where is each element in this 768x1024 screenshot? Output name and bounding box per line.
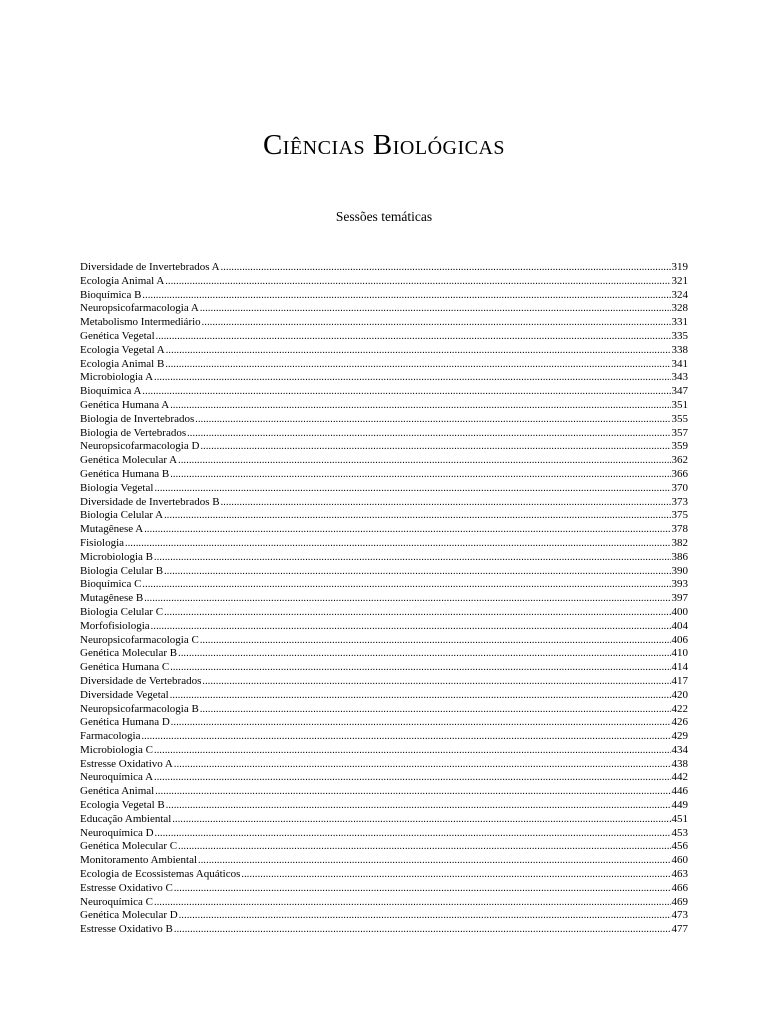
toc-entry-label: Fisiologia: [80, 536, 125, 549]
toc-dot-leader: [195, 413, 670, 427]
toc-entry: [80, 551, 688, 565]
toc-dot-leader: [155, 785, 670, 799]
toc-dot-leader: [166, 344, 671, 358]
toc-entry: [80, 716, 688, 730]
toc-entry: [80, 413, 688, 427]
toc-entry: [80, 730, 688, 744]
toc-entry: [80, 537, 688, 551]
toc-entry-label: Diversidade de Invertebrados A: [80, 261, 220, 273]
toc-entry-page-number: 331: [671, 316, 688, 329]
toc-entry-page-number: 414: [671, 661, 688, 674]
toc-dot-leader: [154, 551, 670, 565]
toc-dot-leader: [154, 744, 670, 758]
toc-entry-page-number: 426: [671, 716, 688, 729]
toc-entry: [80, 330, 688, 344]
toc-dot-leader: [221, 261, 671, 275]
toc-entry-label: Educação Ambiental: [80, 812, 172, 825]
toc-dot-leader: [142, 289, 670, 303]
toc-dot-leader: [200, 440, 670, 454]
toc-dot-leader: [178, 454, 670, 468]
toc-entry-label: Microbiologia A: [80, 371, 154, 384]
toc-entry-label: Genética Molecular D: [80, 909, 178, 922]
toc-entry: [80, 620, 688, 634]
toc-entry: [80, 744, 688, 758]
toc-entry: [80, 909, 688, 923]
toc-entry-label: Ecologia Vegetal A: [80, 343, 165, 356]
toc-entry-page-number: 357: [671, 426, 688, 439]
toc-entry-page-number: 386: [671, 550, 688, 563]
toc-dot-leader: [154, 896, 670, 910]
toc-entry-page-number: 343: [671, 371, 688, 384]
toc-entry: [80, 840, 688, 854]
toc-dot-leader: [170, 399, 670, 413]
toc-entry-label: Morfofisiologia: [80, 619, 150, 632]
toc-dot-leader: [179, 909, 671, 923]
toc-entry-page-number: 420: [671, 688, 688, 701]
toc-dot-leader: [125, 537, 670, 551]
toc-entry-label: Genética Molecular B: [80, 647, 178, 660]
toc-entry: [80, 482, 688, 496]
toc-entry-label: Ecologia de Ecossistemas Aquáticos: [80, 868, 241, 881]
toc-entry-page-number: 442: [671, 771, 688, 784]
toc-entry-page-number: 366: [671, 467, 688, 480]
toc-entry: [80, 896, 688, 910]
toc-dot-leader: [164, 565, 670, 579]
toc-entry: [80, 509, 688, 523]
toc-dot-leader: [178, 647, 670, 661]
toc-entry: [80, 523, 688, 537]
toc-entry-label: Genética Humana A: [80, 398, 170, 411]
toc-entry-label: Genética Molecular C: [80, 840, 178, 853]
toc-dot-leader: [155, 827, 671, 841]
toc-dot-leader: [200, 703, 671, 717]
toc-dot-leader: [241, 868, 670, 882]
toc-entry: [80, 427, 688, 441]
table-of-contents: [80, 261, 688, 937]
toc-entry-label: Genética Humana C: [80, 661, 170, 674]
toc-entry-page-number: 463: [671, 868, 688, 881]
toc-entry-page-number: 410: [671, 647, 688, 660]
toc-dot-leader: [170, 661, 670, 675]
toc-entry: [80, 440, 688, 454]
toc-dot-leader: [200, 302, 671, 316]
toc-entry: [80, 385, 688, 399]
toc-entry-page-number: 417: [671, 674, 688, 687]
toc-entry-label: Biologia Celular C: [80, 605, 164, 618]
toc-entry-page-number: 390: [671, 564, 688, 577]
toc-entry-label: Genética Animal: [80, 785, 155, 798]
toc-entry-page-number: 370: [671, 481, 688, 494]
toc-entry-label: Bioquímica A: [80, 385, 142, 398]
page-title: Ciências Biológicas: [262, 129, 506, 161]
toc-entry-label: Mutagênese B: [80, 592, 144, 605]
toc-dot-leader: [144, 523, 670, 537]
toc-entry-label: Metabolismo Intermediário: [80, 316, 201, 329]
toc-entry: [80, 496, 688, 510]
toc-entry-label: Neuropsicofarmacologia A: [80, 302, 199, 315]
toc-dot-leader: [174, 758, 671, 772]
toc-entry: [80, 661, 688, 675]
toc-entry-page-number: 373: [671, 495, 688, 508]
toc-dot-leader: [200, 634, 671, 648]
toc-entry-label: Biologia Vegetal: [80, 481, 154, 494]
toc-entry-label: Mutagênese A: [80, 523, 144, 536]
toc-dot-leader: [202, 316, 671, 330]
toc-entry: [80, 399, 688, 413]
toc-entry-label: Biologia de Vertebrados: [80, 426, 187, 439]
toc-entry: [80, 468, 688, 482]
toc-entry-page-number: 355: [671, 412, 688, 425]
toc-entry: [80, 358, 688, 372]
toc-entry-page-number: 397: [671, 592, 688, 605]
toc-entry: [80, 371, 688, 385]
toc-entry-page-number: 382: [671, 536, 688, 549]
toc-entry-label: Genética Vegetal: [80, 329, 155, 342]
toc-entry-label: Neuropsicofarmacologia C: [80, 633, 199, 646]
toc-entry-page-number: 321: [671, 274, 688, 287]
toc-entry: [80, 675, 688, 689]
toc-entry: [80, 261, 688, 275]
toc-entry-page-number: 446: [671, 785, 688, 798]
toc-entry-label: Estresse Oxidativo B: [80, 923, 173, 936]
toc-entry-page-number: 438: [671, 757, 688, 770]
toc-entry-label: Estresse Oxidativo C: [80, 881, 173, 894]
toc-entry-label: Microbiologia C: [80, 743, 154, 756]
toc-entry: [80, 592, 688, 606]
toc-entry-page-number: 378: [671, 523, 688, 536]
toc-entry-page-number: 359: [671, 440, 688, 453]
toc-entry: [80, 689, 688, 703]
toc-entry-page-number: 351: [671, 398, 688, 411]
toc-entry-page-number: 362: [671, 454, 688, 467]
toc-entry: [80, 647, 688, 661]
toc-dot-leader: [221, 496, 671, 510]
toc-entry: [80, 606, 688, 620]
toc-entry-page-number: 453: [671, 826, 688, 839]
toc-dot-leader: [166, 799, 671, 813]
toc-dot-leader: [174, 923, 671, 937]
toc-dot-leader: [202, 675, 670, 689]
toc-entry: [80, 454, 688, 468]
toc-entry: [80, 316, 688, 330]
toc-dot-leader: [142, 578, 670, 592]
toc-entry-label: Bioquímica C: [80, 578, 142, 591]
toc-dot-leader: [164, 509, 670, 523]
toc-entry-page-number: 400: [671, 605, 688, 618]
toc-entry: [80, 785, 688, 799]
toc-entry-page-number: 466: [671, 881, 688, 894]
toc-entry-label: Bioquímica B: [80, 288, 142, 301]
toc-entry: [80, 827, 688, 841]
toc-entry-label: Farmacologia: [80, 730, 141, 743]
toc-entry-page-number: 324: [671, 288, 688, 301]
toc-dot-leader: [154, 482, 670, 496]
toc-dot-leader: [178, 840, 670, 854]
toc-entry-label: Monitoramento Ambiental: [80, 854, 198, 867]
toc-entry-page-number: 319: [671, 261, 688, 273]
toc-entry: [80, 758, 688, 772]
toc-dot-leader: [154, 371, 670, 385]
toc-entry: [80, 882, 688, 896]
toc-dot-leader: [164, 606, 670, 620]
toc-entry-label: Neuropsicofarmacologia D: [80, 440, 200, 453]
toc-entry-label: Estresse Oxidativo A: [80, 757, 173, 770]
toc-entry-page-number: 338: [671, 343, 688, 356]
toc-dot-leader: [198, 854, 670, 868]
toc-entry: [80, 799, 688, 813]
toc-entry-page-number: 456: [671, 840, 688, 853]
toc-entry: [80, 868, 688, 882]
toc-entry-page-number: 341: [671, 357, 688, 370]
toc-entry: [80, 565, 688, 579]
toc-entry-page-number: 404: [671, 619, 688, 632]
toc-entry-page-number: 469: [671, 895, 688, 908]
toc-entry-label: Neuroquímica A: [80, 771, 154, 784]
toc-entry-page-number: 422: [671, 702, 688, 715]
toc-entry-page-number: 406: [671, 633, 688, 646]
toc-dot-leader: [187, 427, 670, 441]
toc-entry-label: Biologia de Invertebrados: [80, 412, 195, 425]
toc-entry-label: Ecologia Vegetal B: [80, 799, 165, 812]
toc-dot-leader: [171, 716, 671, 730]
toc-entry-page-number: 434: [671, 743, 688, 756]
toc-entry-page-number: 328: [671, 302, 688, 315]
toc-dot-leader: [165, 275, 670, 289]
toc-entry: [80, 771, 688, 785]
toc-entry-label: Diversidade de Invertebrados B: [80, 495, 220, 508]
toc-dot-leader: [174, 882, 671, 896]
toc-entry-page-number: 335: [671, 329, 688, 342]
toc-dot-leader: [170, 468, 670, 482]
toc-dot-leader: [172, 813, 670, 827]
toc-dot-leader: [165, 358, 670, 372]
toc-entry-page-number: 473: [671, 909, 688, 922]
toc-entry: [80, 344, 688, 358]
toc-entry-label: Neuroquímica D: [80, 826, 154, 839]
toc-entry: [80, 923, 688, 937]
toc-entry-label: Biologia Celular A: [80, 509, 164, 522]
toc-entry-label: Diversidade de Vertebrados: [80, 674, 202, 687]
toc-entry-label: Diversidade Vegetal: [80, 688, 169, 701]
toc-entry-label: Microbiologia B: [80, 550, 154, 563]
page-subtitle: Sessões temáticas: [335, 209, 433, 224]
toc-dot-leader: [151, 620, 671, 634]
toc-entry-page-number: 375: [671, 509, 688, 522]
toc-entry-label: Ecologia Animal B: [80, 357, 165, 370]
toc-entry-label: Ecologia Animal A: [80, 274, 165, 287]
toc-dot-leader: [156, 330, 671, 344]
toc-entry-label: Genética Molecular A: [80, 454, 178, 467]
toc-entry-label: Neuroquímica C: [80, 895, 154, 908]
toc-entry-page-number: 449: [671, 799, 688, 812]
toc-dot-leader: [154, 771, 670, 785]
toc-entry-label: Genética Humana D: [80, 716, 170, 729]
toc-dot-leader: [170, 689, 671, 703]
toc-entry: [80, 634, 688, 648]
toc-entry-page-number: 477: [671, 923, 688, 936]
toc-entry-page-number: 347: [671, 385, 688, 398]
toc-entry: [80, 578, 688, 592]
toc-entry: [80, 302, 688, 316]
toc-entry: [80, 703, 688, 717]
toc-entry-label: Neuropsicofarmacologia B: [80, 702, 199, 715]
toc-entry: [80, 854, 688, 868]
toc-entry: [80, 275, 688, 289]
toc-entry: [80, 289, 688, 303]
toc-entry-page-number: 429: [671, 730, 688, 743]
toc-entry-label: Genética Humana B: [80, 467, 170, 480]
toc-entry-label: Biologia Celular B: [80, 564, 164, 577]
toc-entry-page-number: 460: [671, 854, 688, 867]
toc-dot-leader: [141, 730, 670, 744]
toc-dot-leader: [144, 592, 670, 606]
toc-entry-page-number: 393: [671, 578, 688, 591]
toc-entry-page-number: 451: [671, 812, 688, 825]
toc-entry: [80, 813, 688, 827]
toc-dot-leader: [142, 385, 670, 399]
